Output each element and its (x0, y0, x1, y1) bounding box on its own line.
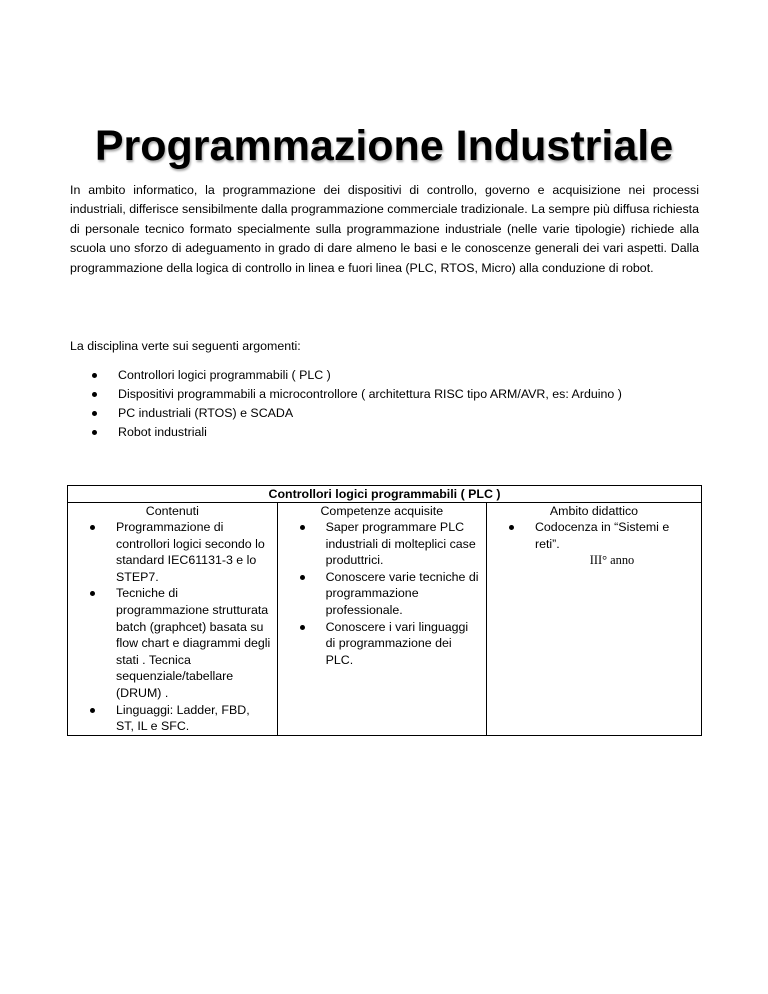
bullet-icon (92, 411, 97, 416)
list-item (68, 519, 277, 585)
topic-text: PC industriali (RTOS) e SCADA (118, 406, 294, 420)
bullet-icon (92, 373, 97, 378)
topic-text: Dispositivi programmabili a microcontrollore ( architettura RISC tipo ARM/AVR, es: Arduino ) (118, 387, 622, 401)
competenze-text: Saper programmare PLC industriali di molteplici case produttrici. (325, 520, 476, 568)
bullet-icon (92, 430, 97, 435)
topics-list (70, 366, 710, 442)
list-item (70, 423, 710, 442)
bullet-icon (90, 525, 95, 530)
ambito-cell (486, 503, 701, 736)
ambito-year: III° anno (589, 553, 635, 568)
column-header-ambito: Ambito didattico (549, 504, 639, 518)
list-item (70, 366, 710, 385)
intro-paragraph: In ambito informatico, la programmazione dei dispositivi di controllo, governo e acquisizione nei processi industriali, differisce sensibilmente dalla programmazione commerciale tradizionale. La sempre più diffusa richiesta di personale tecnico formato specialmente sulla programmazione industriale (nelle varie tipologie) richiede alla scuola uno sforzo di adeguamento in grado di dare almeno le basi e le conoscenze generali dei vari aspetti. Dalla programmazione della logica di controllo in linea e fuori linea (PLC, RTOS, Micro) alla conduzione di robot. (70, 183, 700, 275)
column-header-contenuti: Contenuti (145, 504, 199, 518)
list-item (278, 619, 486, 669)
plc-table (67, 485, 702, 736)
table-body-row (68, 503, 702, 736)
topic-text: Robot industriali (118, 425, 207, 439)
list-item (70, 385, 710, 404)
table-title-row (68, 486, 702, 503)
competenze-cell (277, 503, 486, 736)
table-title: Controllori logici programmabili ( PLC ) (68, 486, 702, 503)
ambito-list (487, 519, 701, 569)
list-item (68, 702, 277, 735)
bullet-icon (509, 525, 514, 530)
bullet-icon (300, 525, 305, 530)
bullet-icon (92, 392, 97, 397)
topic-text: Controllori logici programmabili ( PLC ) (118, 368, 331, 382)
competenze-text: Conoscere varie tecniche di programmazione professionale. (325, 569, 479, 617)
contenuti-text: Tecniche di programmazione strutturata batch (graphcet) basata su flow chart e diagrammi degli stati . Tecnica sequenziale/tabellare (DRUM) . (116, 586, 271, 700)
contenuti-cell (68, 503, 278, 736)
list-item (68, 585, 277, 701)
bullet-icon (90, 708, 95, 713)
competenze-list (278, 519, 486, 668)
bullet-icon (300, 575, 305, 580)
contenuti-list (68, 519, 277, 735)
column-header-competenze: Competenze acquisite (320, 504, 444, 518)
ambito-text: Codocenza in “Sistemi e reti”. (534, 520, 670, 551)
list-item (487, 519, 701, 569)
list-item (278, 519, 486, 569)
contenuti-text: Linguaggi: Ladder, FBD, ST, IL e SFC. (116, 702, 250, 734)
document-title: Programmazione Industriale (94, 122, 674, 170)
list-item (70, 404, 710, 423)
bullet-icon (300, 625, 305, 630)
topics-lead: La disciplina verte sui seguenti argomenti: (70, 339, 301, 353)
bullet-icon (90, 591, 95, 596)
contenuti-text: Programmazione di controllori logici secondo lo standard IEC61131-3 e lo STEP7. (116, 520, 265, 584)
list-item (278, 569, 486, 619)
competenze-text: Conoscere i vari linguaggi di programmazione dei PLC. (325, 619, 469, 667)
